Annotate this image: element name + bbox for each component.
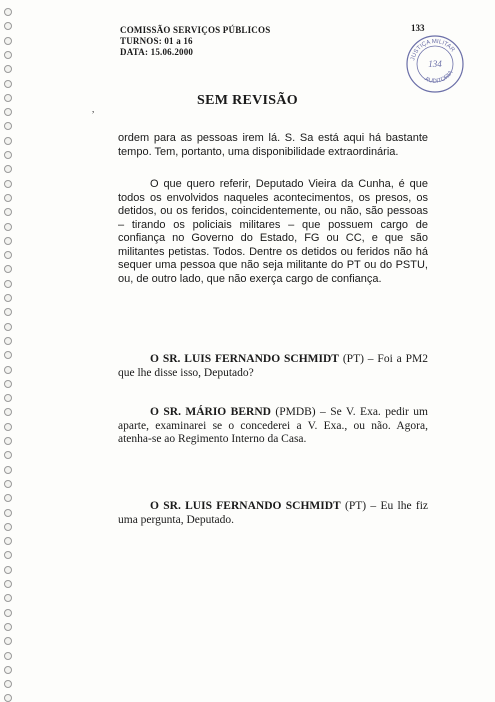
binder-hole bbox=[4, 537, 12, 545]
binder-hole bbox=[4, 480, 12, 488]
binder-hole bbox=[4, 37, 12, 45]
binder-hole bbox=[4, 566, 12, 574]
date-line: DATA: 15.06.2000 bbox=[120, 47, 194, 57]
binder-hole bbox=[4, 337, 12, 345]
paragraph-1: ordem para as pessoas irem lá. S. Sa está aqui há bastante tempo. Tem, portanto, uma disponibilidade extraordinária. bbox=[118, 132, 428, 158]
speech-text: (PT) – Foi a PM2 que lhe disse isso, Deputado? bbox=[118, 353, 428, 379]
binder-hole bbox=[4, 494, 12, 502]
auditoria-stamp-icon bbox=[404, 33, 466, 95]
speech-text: (PT) – Eu lhe fiz uma pergunta, Deputado. bbox=[118, 500, 428, 526]
speaker-name: O SR. MÁRIO BERND bbox=[150, 406, 271, 418]
binder-hole bbox=[4, 437, 12, 445]
stamp-top-text: JUSTIÇA MILITAR bbox=[410, 38, 456, 62]
speech-bernd bbox=[118, 406, 428, 447]
paragraph-2: O que quero referir, Deputado Vieira da Cunha, é que todos os envolvidos naqueles acontecimentos, os presos, os detidos, ou os feridos, coincidentemente, ou não, são pessoas – tirando os policiais militares – que possuem cargo de confiança no Governo do Estado, FG ou CC, e que são militantes petistas. Todos. Dentre os detidos ou feridos não há sequer uma pessoa que não seja militante do PT ou do PSTU, ou, de outro lado, que não exerça cargo de confiança. bbox=[118, 178, 428, 285]
binder-hole bbox=[4, 65, 12, 73]
binder-hole bbox=[4, 223, 12, 231]
speech-text: (PMDB) – Se V. Exa. pedir um aparte, examinarei se o concederei a V. Exa., ou não. Agora, atenha-se ao Regimento Interno da Casa. bbox=[118, 406, 428, 445]
page-title: SEM REVISÃO bbox=[197, 93, 298, 108]
binder-hole bbox=[4, 351, 12, 359]
binder-hole bbox=[4, 323, 12, 331]
binder-hole bbox=[4, 509, 12, 517]
shifts-line: TURNOS: 01 a 16 bbox=[120, 36, 193, 46]
speech-schmidt-2 bbox=[118, 500, 428, 527]
binder-hole bbox=[4, 122, 12, 130]
page-number: 133 bbox=[411, 23, 425, 33]
binder-hole bbox=[4, 194, 12, 202]
binder-hole bbox=[4, 423, 12, 431]
binder-hole bbox=[4, 265, 12, 273]
speaker-name: O SR. LUIS FERNANDO SCHMIDT bbox=[150, 353, 339, 365]
binder-hole bbox=[4, 165, 12, 173]
binder-hole bbox=[4, 151, 12, 159]
binder-hole bbox=[4, 623, 12, 631]
binder-hole bbox=[4, 466, 12, 474]
speech-schmidt-1 bbox=[118, 353, 428, 380]
binder-hole bbox=[4, 108, 12, 116]
stamp-bottom-text: AUDITORIA bbox=[423, 69, 455, 85]
binder-hole bbox=[4, 594, 12, 602]
binder-hole bbox=[4, 137, 12, 145]
svg-text:AUDITORIA bbox=[424, 70, 455, 85]
document-header bbox=[120, 25, 270, 58]
binder-hole bbox=[4, 680, 12, 688]
binder-hole bbox=[4, 652, 12, 660]
binder-hole bbox=[4, 609, 12, 617]
binder-hole bbox=[4, 237, 12, 245]
binder-hole bbox=[4, 22, 12, 30]
binder-hole bbox=[4, 551, 12, 559]
binder-hole bbox=[4, 308, 12, 316]
binder-hole bbox=[4, 180, 12, 188]
binder-hole bbox=[4, 8, 12, 16]
binder-hole bbox=[4, 523, 12, 531]
stamp-center-text: 134 bbox=[428, 59, 442, 69]
binder-hole bbox=[4, 208, 12, 216]
binder-hole bbox=[4, 80, 12, 88]
binder-hole bbox=[4, 280, 12, 288]
committee-name: COMISSÃO SERVIÇOS PÚBLICOS bbox=[120, 25, 271, 35]
binder-hole bbox=[4, 666, 12, 674]
binder-hole bbox=[4, 694, 12, 702]
stray-mark: , bbox=[92, 104, 95, 114]
binder-hole bbox=[4, 637, 12, 645]
binder-hole bbox=[4, 580, 12, 588]
binder-hole bbox=[4, 394, 12, 402]
binder-hole bbox=[4, 51, 12, 59]
binder-hole bbox=[4, 366, 12, 374]
binder-hole bbox=[4, 408, 12, 416]
binder-hole bbox=[4, 251, 12, 259]
binder-hole bbox=[4, 451, 12, 459]
speaker-name: O SR. LUIS FERNANDO SCHMIDT bbox=[150, 500, 341, 512]
binder-hole bbox=[4, 294, 12, 302]
binder-hole bbox=[4, 380, 12, 388]
